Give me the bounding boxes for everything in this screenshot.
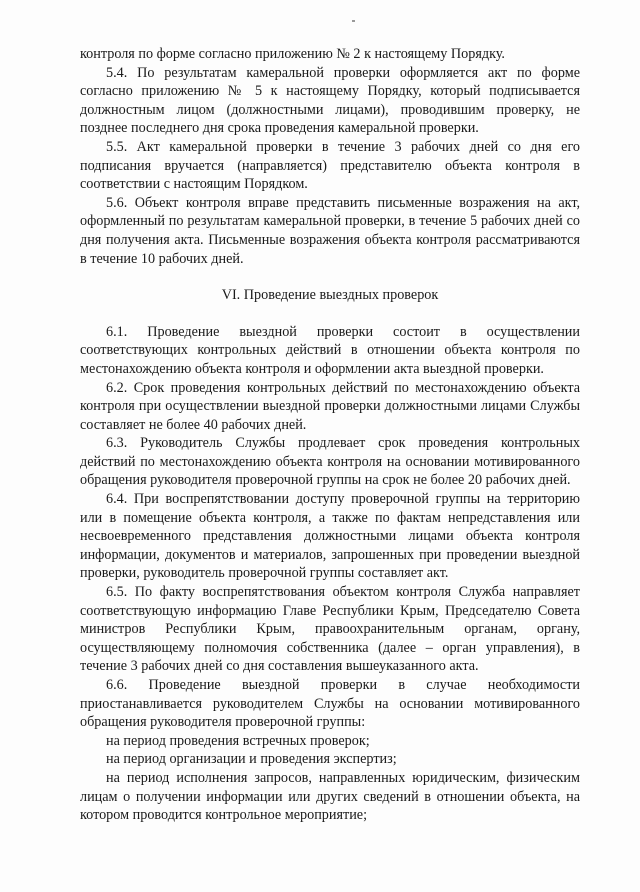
paragraph-5-4: 5.4. По результатам камеральной проверки оформляется акт по форме согласно приложению № 5 к настоящему Порядку, который подписывается должностным лицом (должностными лицами), проводившим проверку, не позднее последнего дня срока проведения камеральной проверки. <box>80 64 580 137</box>
paragraph-6-4: 6.4. При воспрепятствовании доступу проверочной группы на территорию или в помещение объекта контроля, а также по фактам непредставления или несвоевременного представления должностными лицами объекта контроля информации, документов и материалов, запрошенных при проведении выездной проверки, руководитель проверочной группы составляет акт. <box>80 491 580 582</box>
paragraph-continuation: контроля по форме согласно приложению № 2 к настоящему Порядку. <box>80 46 505 62</box>
paragraph-6-1: 6.1. Проведение выездной проверки состоит в осуществлении соответствующих контрольных действий в отношении объекта контроля по местонахождению объекта контроля и оформлении акта выездной проверки. <box>80 323 580 377</box>
section-heading: VI. Проведение выездных проверок <box>221 287 439 304</box>
paragraph-5-5: 5.5. Акт камеральной проверки в течение 3 рабочих дней со дня его подписания вручается (направляется) представителю объекта контроля в соответствии с настоящим Порядком. <box>80 138 580 193</box>
scan-artifact <box>352 20 355 22</box>
paragraph-5-6: 5.6. Объект контроля вправе представить письменные возражения на акт, оформленный по результатам камеральной проверки, в течение 5 рабочих дней со дня получения акта. Письменные возражения объекта контроля рассматриваются в течение 10 рабочих дней. <box>80 194 580 267</box>
paragraph-6-5: 6.5. По факту воспрепятствования объектом контроля Служба направляет соответствующую информацию Главе Республики Крым, Председателю Совета министров Республики Крым, правоохранительным органам, органу, осуществляющему полномочия собственника (далее – орган управления), в течение 3 рабочих дней со дня составления вышеуказанного акта. <box>80 584 580 675</box>
paragraph-6-3: 6.3. Руководитель Службы продлевает срок проведения контрольных действий по местонахождению объекта контроля на основании мотивированного обращения руководителя проверочной группы на срок не более 20 рабочих дней. <box>80 435 580 489</box>
paragraph-6-2: 6.2. Срок проведения контрольных действий по местонахождению объекта контроля при осуществлении выездной проверки должностными лицами Службы составляет не более 40 рабочих дней. <box>80 379 580 433</box>
list-item-counter-checks: на период проведения встречных проверок; <box>106 732 370 749</box>
document-body <box>80 45 580 825</box>
list-item-expertise: на период организации и проведения экспертиз; <box>106 751 397 768</box>
list-item-requests: на период исполнения запросов, направленных юридическим, физическим лицам о получении информации или других сведений в отношении объекта, на котором проводится контрольное мероприятие; <box>80 769 580 824</box>
paragraph-6-6: 6.6. Проведение выездной проверки в случае необходимости приостанавливается руководителем Службы на основании мотивированного обращения руководителя проверочной группы: <box>80 677 580 731</box>
